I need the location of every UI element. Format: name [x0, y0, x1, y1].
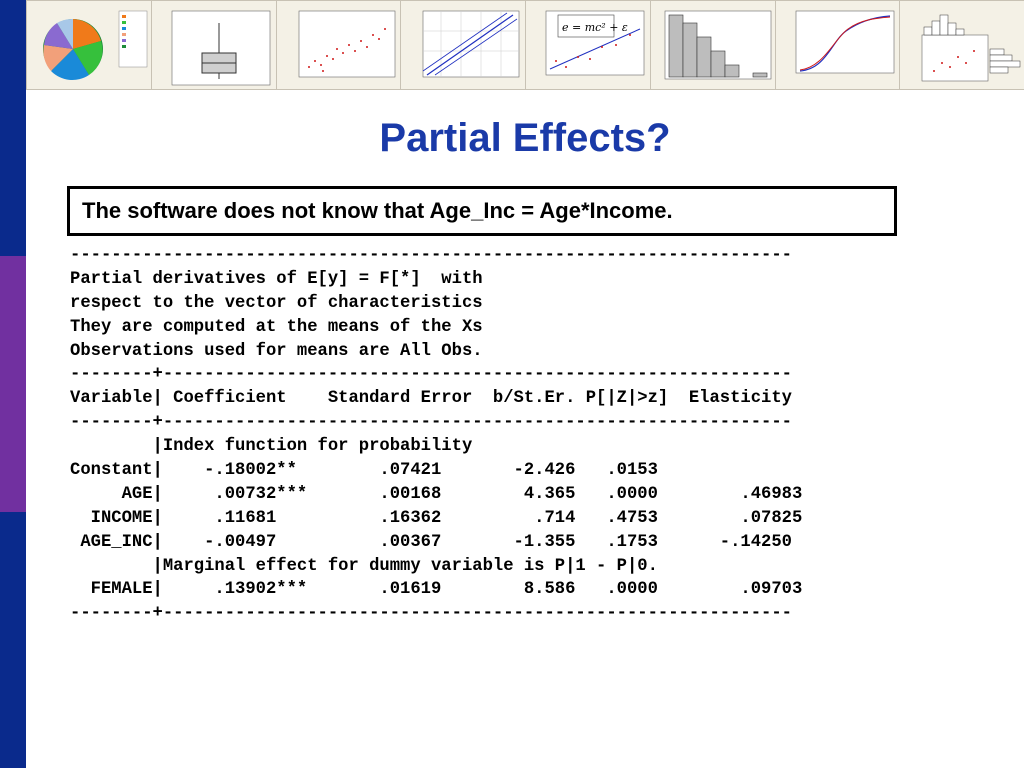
note-box — [67, 186, 897, 236]
histogram-thumbnail — [651, 1, 775, 89]
output-line: AGE| .00732*** .00168 4.365 .0000 .46983 — [70, 484, 803, 504]
cdf-thumbnail — [776, 1, 900, 89]
output-line: Partial derivatives of E[y] = F[*] with — [70, 269, 483, 289]
thumbnail-banner — [26, 0, 1024, 90]
output-line: They are computed at the means of the Xs — [70, 317, 483, 337]
output-line: Observations used for means are All Obs. — [70, 341, 483, 361]
output-line: ---------------------------------------------------------------------- — [70, 246, 792, 265]
output-line: INCOME| .11681 .16362 .714 .4753 .07825 — [70, 508, 803, 528]
output-line: --------+------------------------------------------------------------- — [70, 365, 792, 385]
pie-chart-thumbnail — [27, 1, 151, 89]
left-stripe-bottom — [0, 512, 26, 768]
left-stripe-middle — [0, 256, 26, 512]
output-line: |Index function for probability — [70, 437, 473, 457]
output-line: FEMALE| .13902*** .01619 8.586 .0000 .09703 — [70, 580, 803, 600]
left-stripe-top — [0, 0, 26, 256]
note-text: The software does not know that Age_Inc = Age*Income. — [82, 198, 673, 223]
svg-text:e = mc² + ε: e = mc² + ε — [562, 21, 628, 34]
regression-thumbnail — [526, 1, 650, 89]
probability-plot-thumbnail — [401, 1, 525, 89]
output-line: |Marginal effect for dummy variable is P|1 - P|0. — [70, 556, 658, 576]
boxplot-thumbnail — [152, 1, 276, 89]
slide-title: Partial Effects? — [379, 116, 671, 160]
output-line: --------+------------------------------------------------------------- — [70, 604, 792, 624]
marginal-plot-thumbnail — [900, 1, 1024, 89]
output-line: Constant| -.18002** .07421 -2.426 .0153 — [70, 461, 658, 481]
regression-output — [70, 244, 802, 626]
output-line: respect to the vector of characteristics — [70, 293, 483, 313]
output-line: AGE_INC| -.00497 .00367 -1.355 .1753 -.14250 — [70, 532, 792, 552]
output-line: Variable| Coefficient Standard Error b/St.Er. P[|Z|>z] Elasticity — [70, 389, 792, 409]
output-line: --------+------------------------------------------------------------- — [70, 413, 792, 433]
scatterplot-thumbnail — [277, 1, 401, 89]
